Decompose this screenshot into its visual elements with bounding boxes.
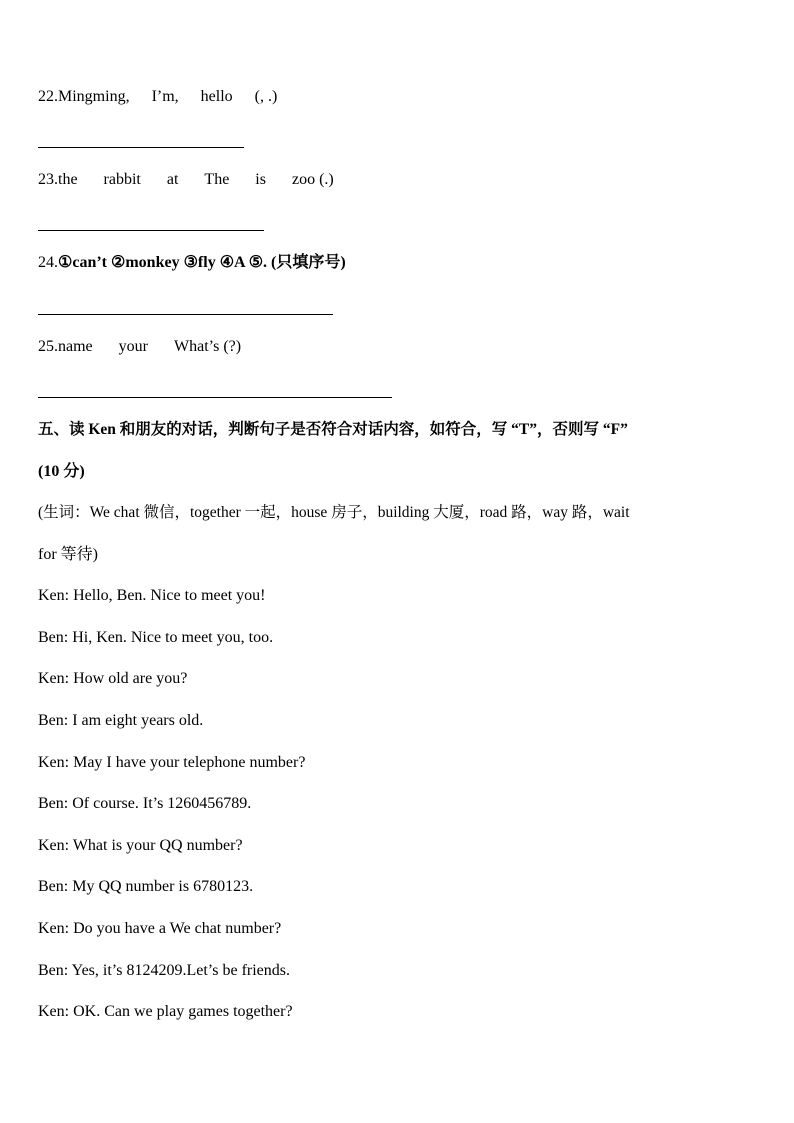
word: your bbox=[118, 338, 148, 355]
question-23 bbox=[38, 170, 334, 190]
section-title: 五、读 Ken 和朋友的对话，判断句子是否符合对话内容，如符合，写 “T”，否则写 “F” bbox=[38, 421, 628, 438]
dialogue-line: Ken: How old are you? bbox=[38, 670, 188, 687]
answer-line-25[interactable] bbox=[38, 397, 392, 398]
word: name bbox=[58, 338, 93, 355]
dialogue-line: Ken: May I have your telephone number? bbox=[38, 754, 306, 771]
dialogue-line: Ben: Yes, it’s 8124209.Let’s be friends. bbox=[38, 962, 290, 979]
word: Mingming, bbox=[58, 88, 130, 105]
word: is bbox=[255, 171, 266, 188]
question-24 bbox=[38, 253, 346, 273]
vocabulary-note: (生词：We chat 微信，together 一起，house 房子，building 大厦，road 路，way 路，wait bbox=[38, 504, 630, 521]
word: The bbox=[204, 171, 230, 188]
dialogue-line: Ken: OK. Can we play games together? bbox=[38, 1003, 293, 1020]
question-number: 23. bbox=[38, 171, 58, 188]
dialogue-line: Ben: Of course. It’s 1260456789. bbox=[38, 795, 252, 812]
dialogue-line: Ken: What is your QQ number? bbox=[38, 837, 243, 854]
question-number: 24. bbox=[38, 254, 58, 271]
answer-line-22[interactable] bbox=[38, 147, 244, 148]
punctuation-hint: (.) bbox=[319, 171, 334, 188]
punctuation-hint: (, .) bbox=[254, 88, 278, 105]
vocabulary-note-cont: for 等待) bbox=[38, 546, 98, 563]
word: zoo bbox=[291, 171, 316, 188]
question-22 bbox=[38, 87, 277, 107]
section-title-score: (10 分) bbox=[38, 463, 85, 480]
question-25 bbox=[38, 337, 241, 357]
word: rabbit bbox=[103, 171, 141, 188]
dialogue-line: Ben: I am eight years old. bbox=[38, 712, 204, 729]
word: I’m, bbox=[151, 88, 179, 105]
word: at bbox=[166, 171, 179, 188]
dialogue-line: Ken: Hello, Ben. Nice to meet you! bbox=[38, 587, 266, 604]
dialogue-line: Ben: My QQ number is 6780123. bbox=[38, 878, 254, 895]
question-number: 25. bbox=[38, 338, 58, 355]
question-text: ①can’t ②monkey ③fly ④A ⑤. (只填序号) bbox=[58, 254, 346, 271]
dialogue-line: Ben: Hi, Ken. Nice to meet you, too. bbox=[38, 629, 274, 646]
question-number: 22. bbox=[38, 88, 58, 105]
answer-line-23[interactable] bbox=[38, 230, 264, 231]
answer-line-24[interactable] bbox=[38, 314, 333, 315]
punctuation-hint: (?) bbox=[223, 338, 242, 355]
word: hello bbox=[200, 88, 233, 105]
word: the bbox=[58, 171, 78, 188]
dialogue-line: Ken: Do you have a We chat number? bbox=[38, 920, 282, 937]
word: What’s bbox=[173, 338, 220, 355]
